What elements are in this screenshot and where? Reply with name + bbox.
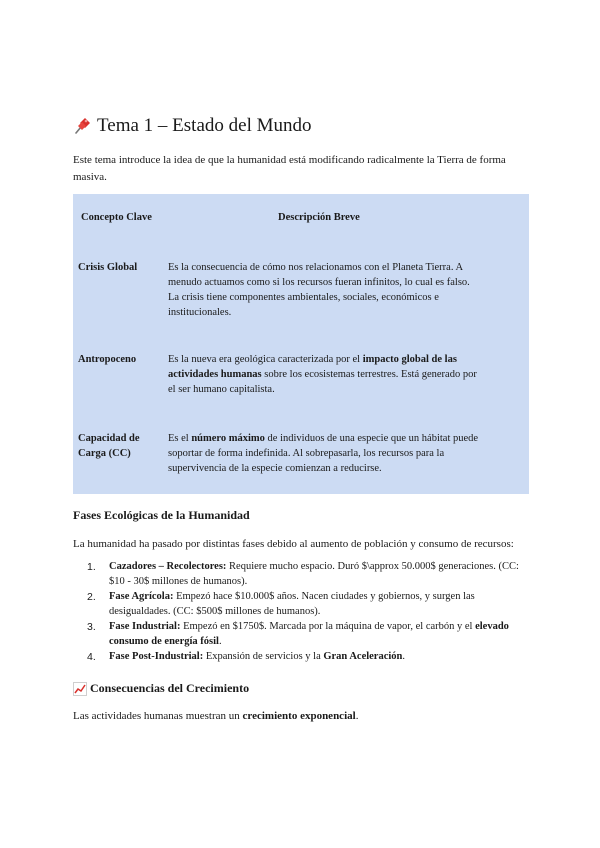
table-row-desc: Es la consecuencia de cómo nos relacionamos con el Planeta Tierra. A menudo actuamos como si los recursos fueran infinitos, lo cual es falso. La crisis tiene componentes ambientales, sociales, económicos e institucionales. [168, 262, 470, 318]
growth-paragraph: Las actividades humanas muestran un crecimiento exponencial. [73, 710, 359, 722]
table-row-key: Antropoceno [78, 354, 137, 365]
table-header-concept: Concepto Clave [81, 212, 152, 223]
table-header-description: Descripción Breve [278, 212, 360, 223]
pushpin-icon [73, 117, 91, 135]
list-item: 4. Fase Post-Industrial: Expansión de servicios y la Gran Aceleración. [87, 651, 406, 663]
table-row-key: Capacidad de Carga (CC) [78, 433, 140, 459]
phases-list [73, 560, 529, 666]
intro-paragraph: Este tema introduce la idea de que la humanidad está modificando radicalmente la Tierra de forma masiva. [73, 154, 506, 183]
list-item: 2. Fase Agrícola: Empezó hace $10.000$ años. Nacen ciudades y gobiernos, y surgen las desigualdades. (CC: $500$ millones de humanos). [87, 591, 475, 617]
section-heading-phases: Fases Ecológicas de la Humanidad [73, 508, 250, 522]
page-title-text: Tema 1 – Estado del Mundo [97, 115, 312, 136]
list-item: 3. Fase Industrial: Empezó en $1750$. Marcada por la máquina de vapor, el carbón y el elevado consumo de energía fósil. [87, 621, 509, 647]
list-item: 1. Cazadores – Recolectores: Requiere mucho espacio. Duró $\approx 50.000$ generaciones. (CC: $10 - 30$ millones de humanos). [87, 561, 519, 587]
page-title [73, 115, 312, 137]
chart-increasing-icon [73, 682, 87, 696]
table-row-key: Crisis Global [78, 262, 138, 273]
table-row-desc: Es la nueva era geológica caracterizada por el impacto global de las actividades humanas sobre los ecosistemas terrestres. Está generado por el ser humano capitalista. [168, 354, 477, 395]
phases-intro: La humanidad ha pasado por distintas fases debido al aumento de población y consumo de recursos: [73, 538, 514, 550]
table-row-desc: Es el número máximo de individuos de una especie que un hábitat puede soportar de forma indefinida. Al sobrepasarla, los recursos para la supervivencia de la especie comienzan a reducirse. [168, 433, 479, 474]
section-heading-growth: Consecuencias del Crecimiento [73, 681, 249, 696]
